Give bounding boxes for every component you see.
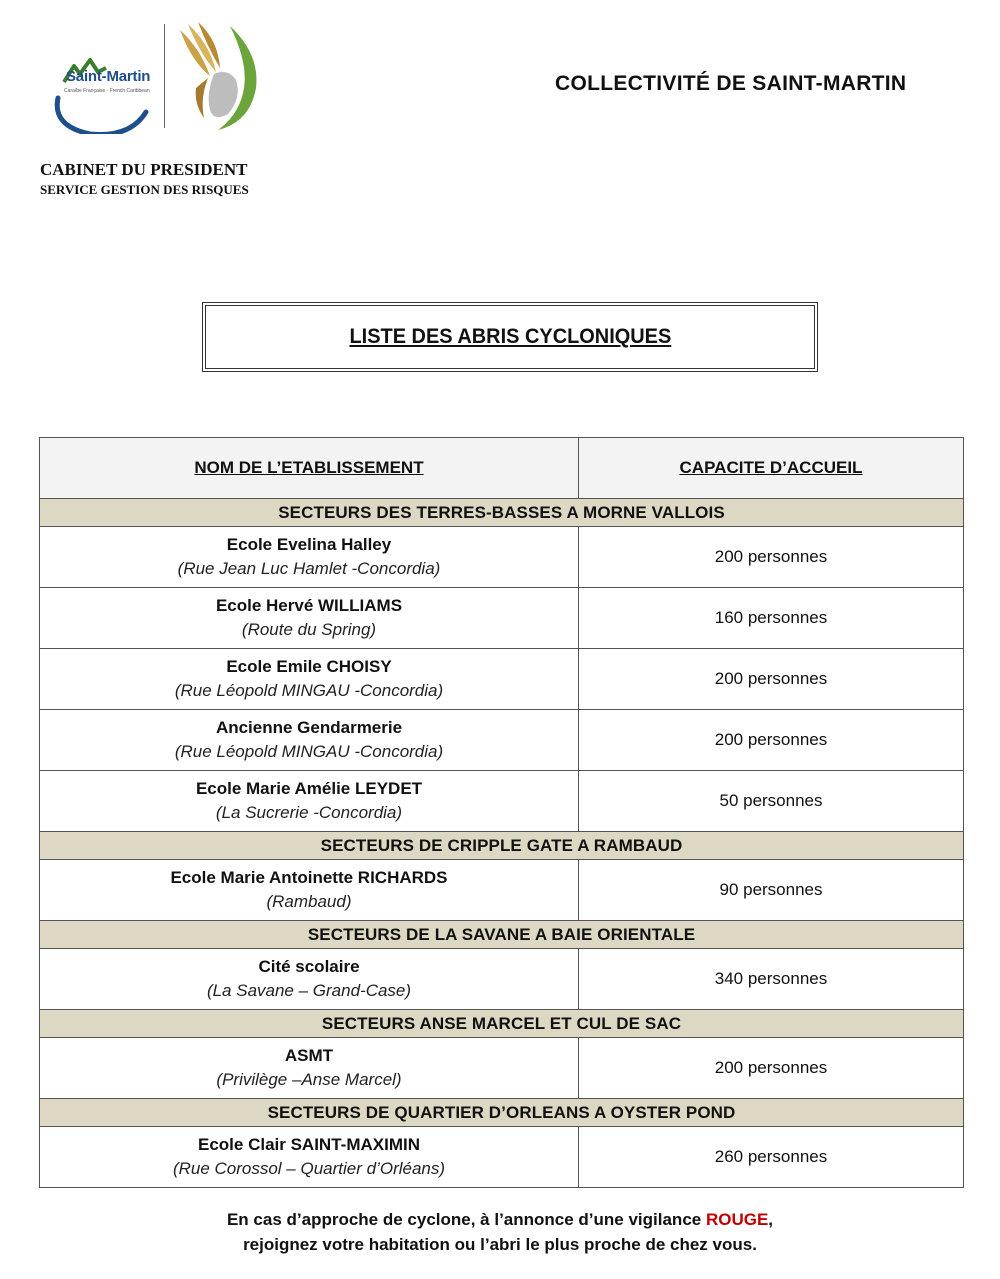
capacity-cell [579,588,964,649]
capacity-cell [579,527,964,588]
capacity-cell [579,1127,964,1188]
sector-label: SECTEURS DES TERRES-BASSES A MORNE VALLOIS [40,499,964,527]
capacity-cell [579,710,964,771]
capacity-value: 340 personnes [714,969,828,988]
notice-text-before: En cas d’approche de cyclone, à l’annonce d’une vigilance [226,1210,706,1229]
sector-row [40,1010,964,1038]
sector-label: SECTEURS DE QUARTIER D’ORLEANS A OYSTER POND [40,1099,964,1127]
logo-divider [164,24,165,128]
establishment-name: Cité scolaire [258,957,360,976]
logo-text: Saint-Martin [66,68,151,85]
establishment-name: Ecole Hervé WILLIAMS [215,596,403,615]
establishment-cell [40,527,579,588]
table-row [40,1127,964,1188]
pelican-emblem-icon [170,18,266,134]
shelter-table [39,437,964,1188]
document-title-box [202,302,818,372]
sector-row [40,832,964,860]
table-row [40,1038,964,1099]
cabinet-heading: CABINET DU PRESIDENT [40,160,248,179]
establishment-cell [40,1038,579,1099]
sector-row [40,499,964,527]
table-row [40,710,964,771]
establishment-address: (La Savane – Grand-Case) [206,981,412,1000]
establishment-cell [40,1127,579,1188]
notice-text-after: , [768,1210,774,1229]
sector-row [40,1099,964,1127]
header-capacity: CAPACITE D’ACCUEIL [579,438,964,499]
establishment-address: (Rue Jean Luc Hamlet -Concordia) [177,559,441,578]
establishment-name: ASMT [284,1046,334,1065]
establishment-name: Ecole Evelina Halley [226,535,392,554]
sector-row [40,921,964,949]
establishment-address: (Rue Corossol – Quartier d’Orléans) [172,1159,446,1178]
capacity-value: 90 personnes [719,880,823,899]
notice-line-1 [0,1207,1000,1232]
establishment-cell [40,949,579,1010]
table-row [40,949,964,1010]
capacity-value: 50 personnes [719,791,823,810]
establishment-cell [40,860,579,921]
establishment-address: (Route du Spring) [241,620,377,639]
capacity-value: 200 personnes [714,1058,828,1077]
establishment-cell [40,588,579,649]
establishment-cell [40,710,579,771]
establishment-name: Ecole Emile CHOISY [226,657,392,676]
sector-label: SECTEURS ANSE MARCEL ET CUL DE SAC [40,1010,964,1038]
notice-line-2: rejoignez votre habitation ou l’abri le plus proche de chez vous. [243,1235,757,1254]
table-row [40,860,964,921]
establishment-address: (Privilège –Anse Marcel) [216,1070,402,1089]
capacity-cell [579,860,964,921]
capacity-cell [579,771,964,832]
sector-label: SECTEURS DE LA SAVANE A BAIE ORIENTALE [40,921,964,949]
capacity-value: 260 personnes [714,1147,828,1166]
establishment-name: Ecole Marie Amélie LEYDET [195,779,423,798]
table-row [40,588,964,649]
capacity-cell [579,649,964,710]
header-establishment: NOM DE L’ETABLISSEMENT [40,438,579,499]
establishment-address: (Rue Léopold MINGAU -Concordia) [174,742,444,761]
document-title: LISTE DES ABRIS CYCLONIQUES [349,325,671,348]
table-row [40,649,964,710]
establishment-address: (La Sucrerie -Concordia) [215,803,403,822]
capacity-cell [579,1038,964,1099]
table-row [40,771,964,832]
capacity-value: 200 personnes [714,547,828,566]
establishment-address: (Rue Léopold MINGAU -Concordia) [174,681,444,700]
establishment-cell [40,649,579,710]
establishment-cell [40,771,579,832]
establishment-name: Ancienne Gendarmerie [215,718,403,737]
vigilance-level: ROUGE [705,1210,769,1229]
table-row [40,527,964,588]
organization-title: COLLECTIVITÉ DE SAINT-MARTIN [555,72,907,95]
capacity-cell [579,949,964,1010]
collectivite-logo [50,18,270,136]
establishment-address: (Rambaud) [266,892,352,911]
capacity-value: 160 personnes [714,608,828,627]
capacity-value: 200 personnes [714,730,828,749]
table-header-row [40,438,964,499]
capacity-value: 200 personnes [714,669,828,688]
cyclone-notice [0,1207,1000,1257]
service-heading: SERVICE GESTION DES RISQUES [40,182,249,197]
sector-label: SECTEURS DE CRIPPLE GATE A RAMBAUD [40,832,964,860]
establishment-name: Ecole Clair SAINT-MAXIMIN [198,1135,420,1154]
logo-subtext: Caraïbe Française · French Caribbean [64,88,150,94]
document-title-inner [205,305,815,369]
establishment-name: Ecole Marie Antoinette RICHARDS [170,868,448,887]
